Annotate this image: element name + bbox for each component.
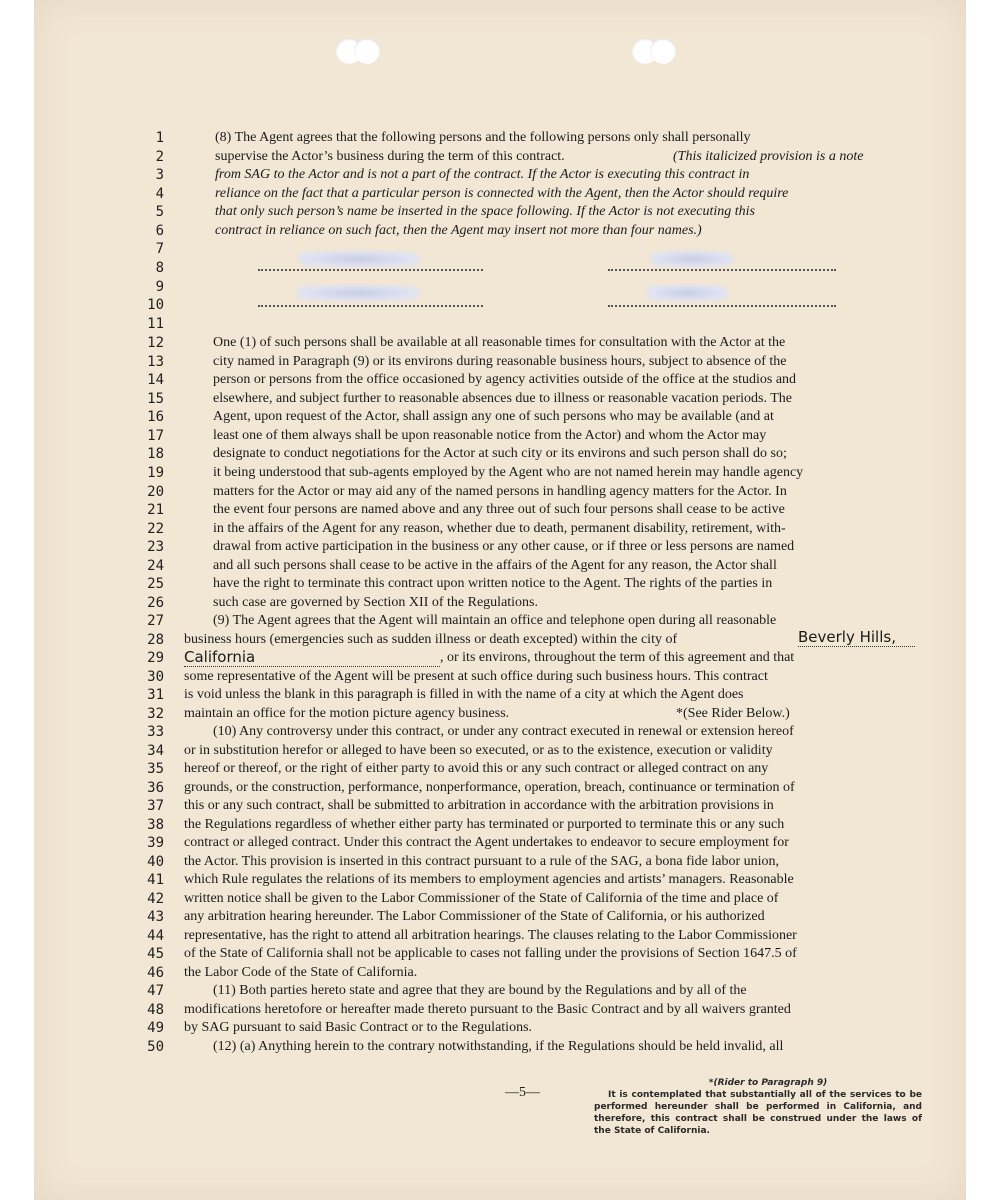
line-number: 8 <box>155 260 164 276</box>
line-number: 18 <box>147 446 164 462</box>
line-number: 4 <box>155 186 164 202</box>
line-number: 45 <box>147 946 164 962</box>
line-number: 26 <box>147 595 164 611</box>
text-line: drawal from active participation in the business or any other cause, or if three or less persons are named <box>213 539 795 554</box>
redacted-name <box>646 285 728 301</box>
line-number: 46 <box>147 965 164 981</box>
line-number: 30 <box>147 669 164 685</box>
text-line: the Labor Code of the State of California. <box>184 965 418 980</box>
line-number: 9 <box>155 279 164 295</box>
handwritten-city: Beverly Hills, <box>798 628 915 647</box>
line-number: 44 <box>147 928 164 944</box>
text-line: it being understood that sub-agents employed by the Agent who are not named herein may handle agency <box>213 465 804 480</box>
text-line: hereof or thereof, or the right of either party to avoid this or any such contract or alleged contract on any <box>184 761 769 776</box>
line-number: 17 <box>147 428 164 444</box>
line-number: 28 <box>147 632 164 648</box>
line-number: 1 <box>155 130 164 146</box>
page-number: —5— <box>505 1085 540 1100</box>
line-number: 20 <box>147 484 164 500</box>
line-number: 21 <box>147 502 164 518</box>
line-number: 27 <box>147 613 164 629</box>
text-line: such case are governed by Section XII of the Regulations. <box>213 595 539 610</box>
text-line: person or persons from the office occasioned by agency activities outside of the office at the studios and <box>213 372 797 387</box>
line-number: 5 <box>155 204 164 220</box>
text-line: in the affairs of the Agent for any reason, whether due to death, permanent disability, retirement, with- <box>213 521 786 536</box>
text-line: by SAG pursuant to said Basic Contract or to the Regulations. <box>184 1020 533 1035</box>
text-line: which Rule regulates the relations of its members to employment agencies and artists’ managers. Reasonable <box>184 872 794 887</box>
line-number: 48 <box>147 1002 164 1018</box>
line-number: 7 <box>155 241 164 257</box>
text-line: least one of them always shall be upon reasonable notice from the Actor) and whom the Actor may <box>213 428 767 443</box>
line-number: 10 <box>147 297 164 313</box>
text-line: designate to conduct negotiations for the Actor at such city or its environs and such person shall do so; <box>213 446 787 461</box>
text-line: (12) (a) Anything herein to the contrary notwithstanding, if the Regulations should be held invalid, all <box>213 1039 784 1054</box>
redacted-name <box>650 251 734 267</box>
line-number: 42 <box>147 891 164 907</box>
line-number: 49 <box>147 1020 164 1036</box>
line-number: 37 <box>147 798 164 814</box>
text-line: any arbitration hearing hereunder. The Labor Commissioner of the State of California, or his authorized <box>184 909 765 924</box>
text-line: , or its environs, throughout the term of this agreement and that <box>440 650 795 665</box>
text-line: the Actor. This provision is inserted in this contract pursuant to a rule of the SAG, a bona fide labor union, <box>184 854 780 869</box>
text-line: grounds, or the construction, performance, nonperformance, operation, breach, continuance or termination of <box>184 780 795 795</box>
handwritten-state: California <box>184 648 440 667</box>
text-line: business hours (emergencies such as sudden illness or death excepted) within the city of <box>184 632 678 647</box>
text-line: Agent, upon request of the Actor, shall assign any one of such persons who may be available (and at <box>213 409 774 424</box>
line-number: 35 <box>147 761 164 777</box>
text-line: (11) Both parties hereto state and agree that they are bound by the Regulations and by all of the <box>213 983 747 998</box>
line-number: 14 <box>147 372 164 388</box>
redacted-name <box>296 285 420 301</box>
line-number: 47 <box>147 983 164 999</box>
text-line: supervise the Actor’s business during the term of this contract. <box>215 149 565 164</box>
line-number: 2 <box>155 149 164 165</box>
text-line: and all such persons shall cease to be active in the affairs of the Agent for any reason, the Actor shall <box>213 558 777 573</box>
line-number: 25 <box>147 576 164 592</box>
name-blank-line <box>608 305 836 307</box>
line-number: 36 <box>147 780 164 796</box>
line-number: 34 <box>147 743 164 759</box>
text-line: representative, has the right to attend all arbitration hearings. The clauses relating to the Labor Commissioner <box>184 928 797 943</box>
text-line: or in substitution herefor or alleged to have been so executed, or as to the existence, execution or validity <box>184 743 773 758</box>
rider-body: It is contemplated that substantially all of the services to be performed hereunder shall be performed in California, and therefore, this contract shall be construed under the laws of the State of California. <box>594 1090 922 1136</box>
text-line: of the State of California shall not be applicable to cases not falling under the provisions of Section 1647.5 of <box>184 946 797 961</box>
line-number: 15 <box>147 391 164 407</box>
italic-note: reliance on the fact that a particular person is connected with the Agent, then the Actor should require <box>215 186 789 201</box>
line-number: 39 <box>147 835 164 851</box>
line-number: 32 <box>147 706 164 722</box>
rider-reference: *(See Rider Below.) <box>676 706 790 721</box>
line-number: 22 <box>147 521 164 537</box>
binder-hole <box>354 38 380 64</box>
text-line: (9) The Agent agrees that the Agent will maintain an office and telephone open during all reasonable <box>213 613 777 628</box>
rider-title: *(Rider to Paragraph 9) <box>708 1078 828 1088</box>
text-line: matters for the Actor or may aid any of the named persons in handling agency matters for the Actor. In <box>213 484 787 499</box>
line-number: 11 <box>147 316 164 332</box>
text-line: One (1) of such persons shall be available at all reasonable times for consultation with the Actor at the <box>213 335 786 350</box>
text-line: have the right to terminate this contract upon written notice to the Agent. The rights of the parties in <box>213 576 773 591</box>
line-number: 24 <box>147 558 164 574</box>
binder-hole <box>650 38 676 64</box>
line-number: 16 <box>147 409 164 425</box>
redacted-name <box>298 251 420 267</box>
italic-note: from SAG to the Actor and is not a part of the contract. If the Actor is executing this contract in <box>215 167 750 182</box>
text-line: maintain an office for the motion picture agency business. <box>184 706 510 721</box>
line-number: 29 <box>147 650 164 666</box>
line-number: 43 <box>147 909 164 925</box>
text-line: is void unless the blank in this paragraph is filled in with the name of a city at which the Agent does <box>184 687 744 702</box>
text-line: this or any such contract, shall be submitted to arbitration in accordance with the arbitration provisions in <box>184 798 774 813</box>
line-number: 12 <box>147 335 164 351</box>
text-line: written notice shall be given to the Labor Commissioner of the State of California of the time and place of <box>184 891 779 906</box>
name-blank-line <box>258 305 483 307</box>
text-line: the Regulations regardless of whether either party has terminated or purported to terminate this or any such <box>184 817 785 832</box>
name-blank-line <box>258 269 483 271</box>
line-number: 40 <box>147 854 164 870</box>
line-number: 23 <box>147 539 164 555</box>
line-number: 33 <box>147 724 164 740</box>
text-line: (8) The Agent agrees that the following persons and the following persons only shall personally <box>215 130 751 145</box>
italic-note: (This italicized provision is a note <box>673 149 864 164</box>
line-number: 13 <box>147 354 164 370</box>
line-number: 3 <box>155 167 164 183</box>
text-line: elsewhere, and subject further to reasonable absences due to illness or reasonable vacation periods. The <box>213 391 792 406</box>
line-number: 38 <box>147 817 164 833</box>
rider-note <box>594 1077 922 1137</box>
line-number: 41 <box>147 872 164 888</box>
text-line: modifications heretofore or hereafter made thereto pursuant to the Basic Contract and by all waivers granted <box>184 1002 791 1017</box>
text-line: contract or alleged contract. Under this contract the Agent undertakes to endeavor to secure employment for <box>184 835 789 850</box>
line-number: 6 <box>155 223 164 239</box>
line-number: 19 <box>147 465 164 481</box>
line-number: 31 <box>147 687 164 703</box>
name-blank-line <box>608 269 836 271</box>
text-line: the event four persons are named above and any three out of such four persons shall cease to be active <box>213 502 785 517</box>
text-line: (10) Any controversy under this contract, or under any contract executed in renewal or extension hereof <box>213 724 794 739</box>
italic-note: contract in reliance on such fact, then the Agent may insert not more than four names.) <box>215 223 702 238</box>
text-line: some representative of the Agent will be present at such office during such business hours. This contract <box>184 669 768 684</box>
line-number: 50 <box>147 1039 164 1055</box>
text-line: city named in Paragraph (9) or its environs during reasonable business hours, subject to absence of the <box>213 354 787 369</box>
italic-note: that only such person’s name be inserted in the space following. If the Actor is not executing this <box>215 204 755 219</box>
